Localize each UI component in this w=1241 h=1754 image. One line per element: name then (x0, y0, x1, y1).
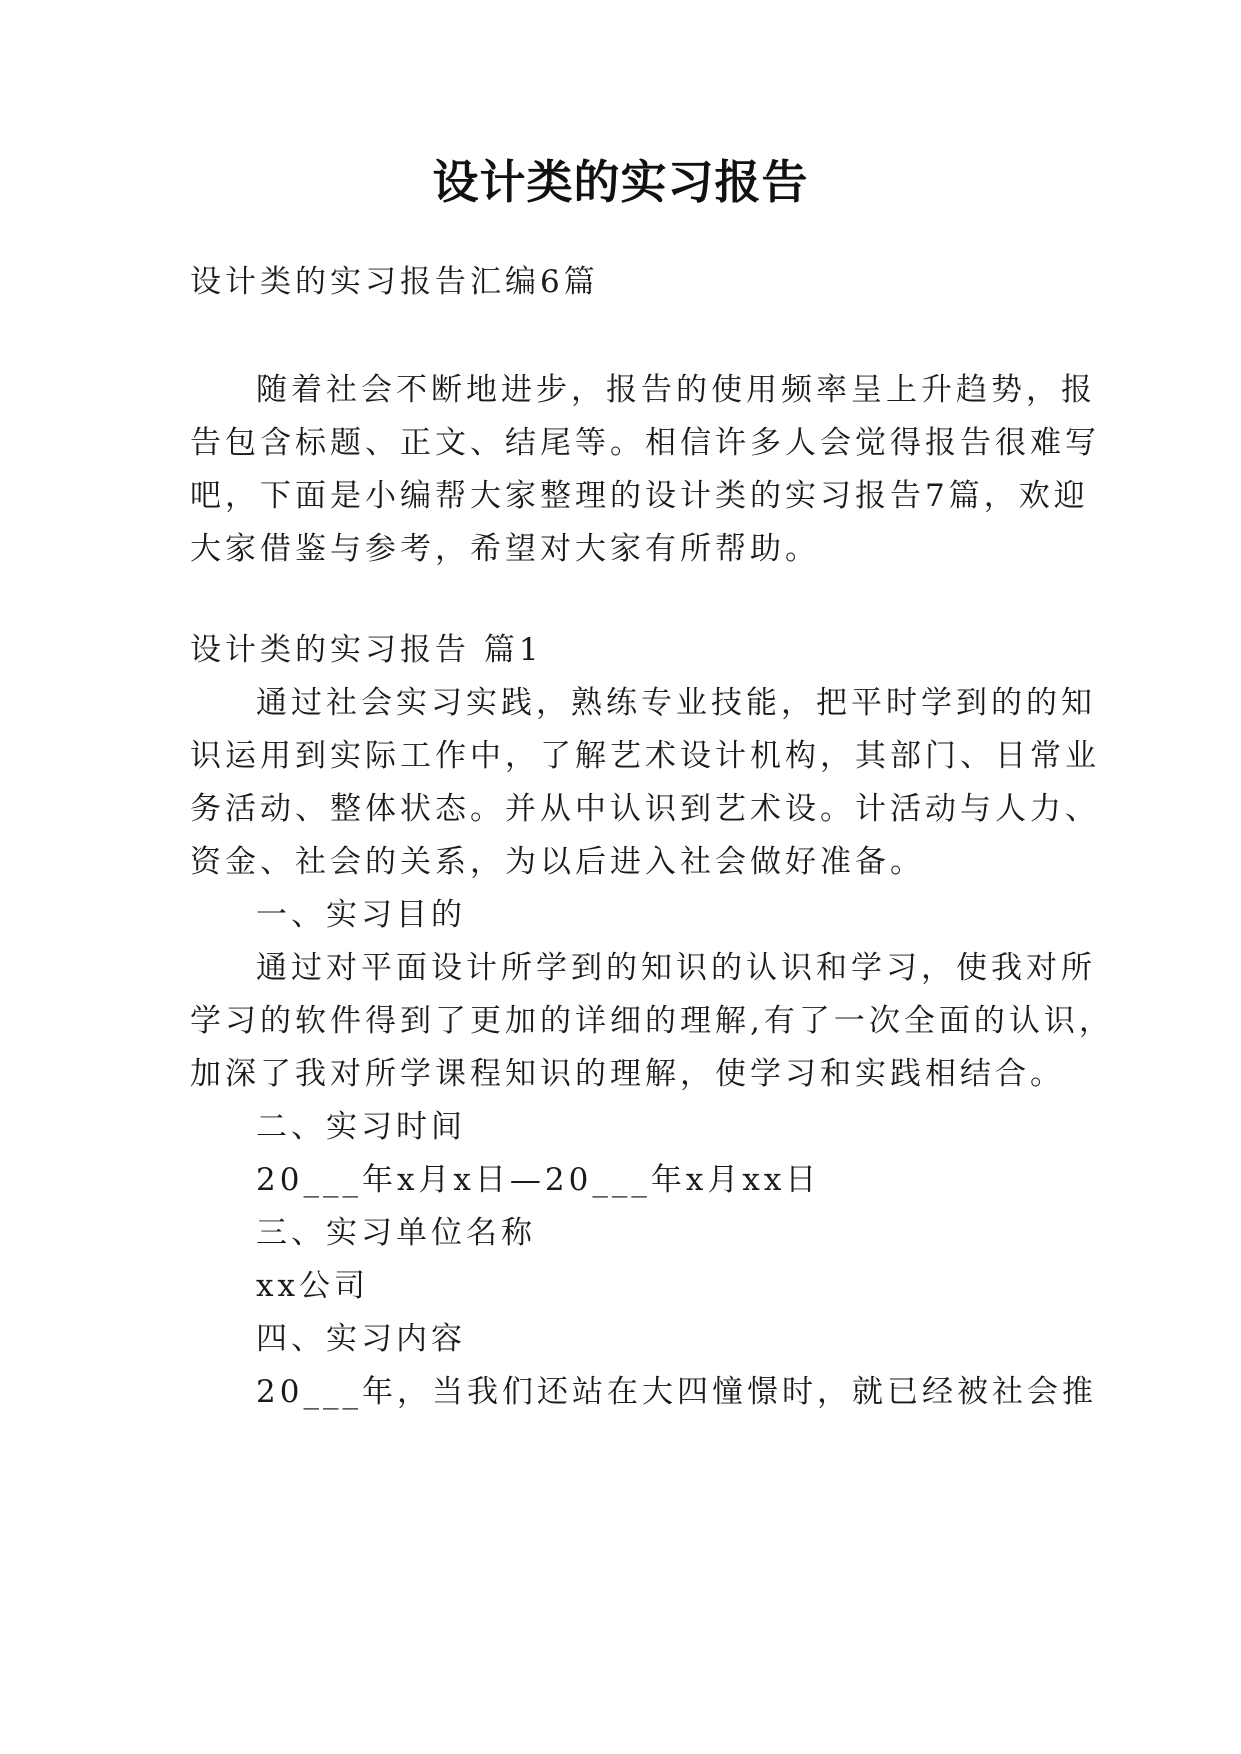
purpose-line: 学习的软件得到了更加的详细的理解,有了一次全面的认识， (190, 1003, 1114, 1039)
section-heading: 设计类的实习报告 篇1 (190, 632, 543, 668)
time-value: 20___年x月x日—20___年x月xx日 (256, 1162, 821, 1198)
unit-value: xx公司 (256, 1268, 369, 1304)
purpose-line: 通过对平面设计所学到的知识的认识和学习，使我对所 (256, 950, 1096, 986)
content-line: 20___年，当我们还站在大四憧憬时，就已经被社会推 (256, 1374, 1097, 1410)
document-subtitle: 设计类的实习报告汇编6篇 (190, 264, 599, 300)
intro-line: 吧，下面是小编帮大家整理的设计类的实习报告7篇，欢迎 (190, 478, 1089, 514)
unit-heading: 三、实习单位名称 (256, 1215, 536, 1251)
purpose-heading: 一、实习目的 (256, 897, 466, 933)
section1-line: 务活动、整体状态。并从中认识到艺术设。计活动与人力、 (190, 791, 1100, 827)
section1-line: 识运用到实际工作中，了解艺术设计机构，其部门、日常业 (190, 738, 1100, 774)
intro-line: 大家借鉴与参考，希望对大家有所帮助。 (190, 531, 820, 567)
section1-line: 资金、社会的关系，为以后进入社会做好准备。 (190, 844, 925, 880)
purpose-line: 加深了我对所学课程知识的理解，使学习和实践相结合。 (190, 1056, 1065, 1092)
intro-line: 随着社会不断地进步，报告的使用频率呈上升趋势，报 (256, 372, 1096, 408)
section1-line: 通过社会实习实践，熟练专业技能，把平时学到的的知 (256, 685, 1096, 721)
document-title: 设计类的实习报告 (432, 155, 809, 209)
intro-line: 告包含标题、正文、结尾等。相信许多人会觉得报告很难写 (190, 425, 1100, 461)
time-heading: 二、实习时间 (256, 1109, 466, 1145)
content-heading: 四、实习内容 (256, 1321, 466, 1357)
